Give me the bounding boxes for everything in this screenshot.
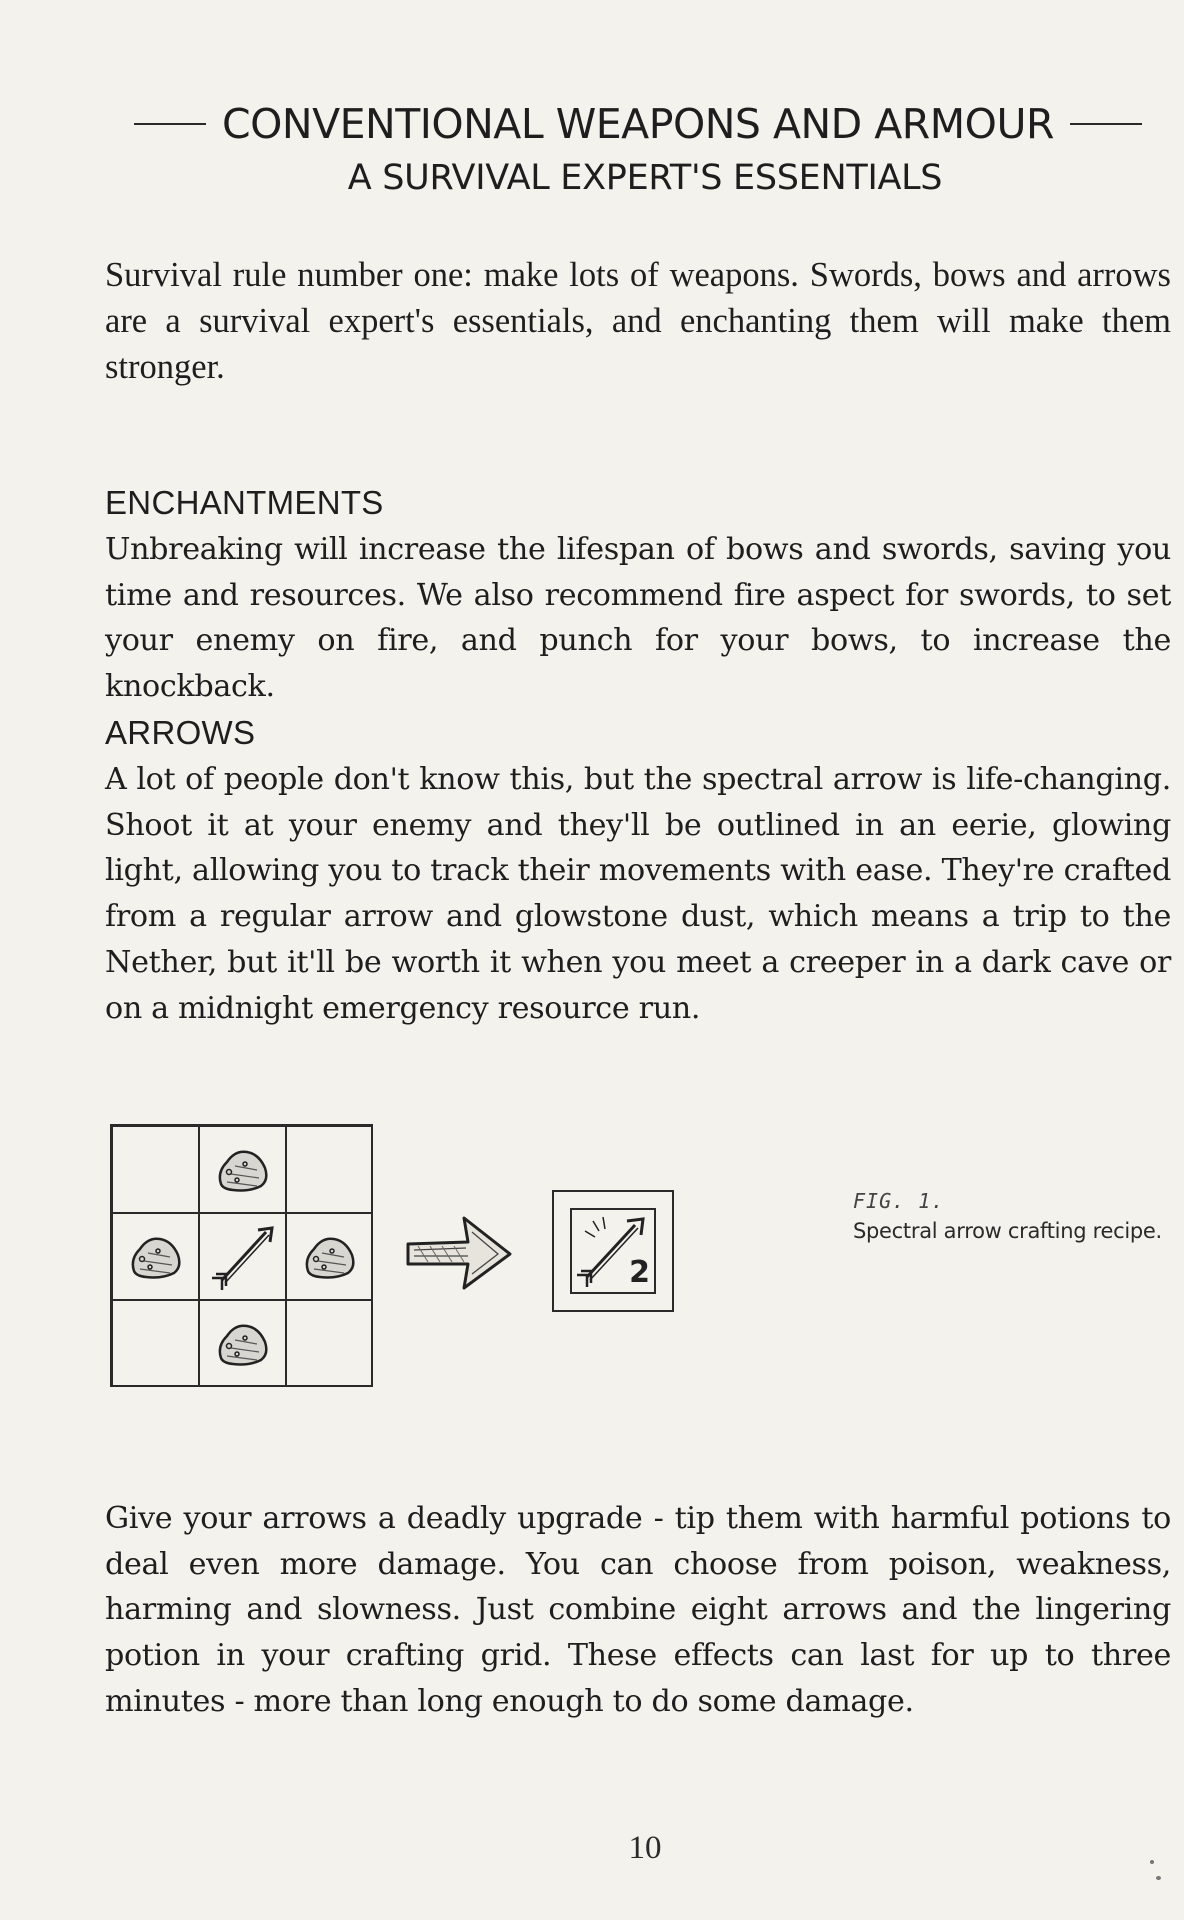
grid-cell-left — [112, 1213, 199, 1300]
grid-cell-empty — [112, 1126, 199, 1213]
paper-speck — [1150, 1860, 1154, 1864]
header-rule-right — [1070, 123, 1142, 125]
grid-cell-center — [199, 1213, 286, 1300]
grid-cell-top — [199, 1126, 286, 1213]
glowstone-dust-icon — [126, 1229, 186, 1285]
page-number: 10 — [628, 1830, 662, 1866]
enchantments-text: Unbreaking will increase the lifespan of bows and swords, saving you time and resources. We also recommend fire aspect for swords, to set your enemy on fire, and punch for your bows, to increase the knockback. — [105, 532, 1171, 705]
grid-cell-empty — [286, 1126, 373, 1213]
grid-cell-bottom — [199, 1300, 286, 1387]
section-title-arrows: ARROWS — [105, 714, 256, 751]
intro-paragraph: Survival rule number one: make lots of weapons. Swords, bows and arrows are a survival expert's essentials, and enchanting them will make them stronger. — [105, 256, 1171, 386]
glowstone-dust-icon — [213, 1316, 273, 1372]
figure-caption: Spectral arrow crafting recipe. — [853, 1219, 1162, 1243]
crafting-result-inner — [570, 1208, 656, 1294]
section-title-enchantments: ENCHANTMENTS — [105, 484, 384, 521]
enchantments-paragraph — [105, 527, 1171, 710]
arrows-paragraph — [105, 757, 1171, 1031]
arrow-icon — [206, 1220, 280, 1294]
result-count: 2 — [629, 1255, 650, 1290]
crafting-grid — [110, 1124, 373, 1387]
grid-cell-empty — [286, 1300, 373, 1387]
grid-cell-right — [286, 1213, 373, 1300]
paper-speck — [1156, 1876, 1161, 1880]
crafting-arrow-icon — [406, 1212, 514, 1292]
page-subtitle: A SURVIVAL EXPERT'S ESSENTIALS — [347, 158, 943, 198]
page-title: CONVENTIONAL WEAPONS AND ARMOUR — [222, 100, 1054, 148]
header — [105, 100, 1171, 148]
potions-paragraph — [105, 1496, 1171, 1725]
crafting-result-slot — [552, 1190, 674, 1312]
grid-cell-empty — [112, 1300, 199, 1387]
arrows-text: A lot of people don't know this, but the spectral arrow is life-changing. Shoot it at your enemy and they'll be outlined in an eerie, glowing light, allowing you to track their movements with ease. They're crafted from a regular arrow and glowstone dust, which means a trip to the Nether, but it'll be worth it when you meet a creeper in a dark cave or on a midnight emergency resource run. — [105, 762, 1171, 1026]
figure-label: FIG. 1. — [853, 1189, 945, 1213]
header-rule-left — [134, 123, 206, 125]
glowstone-dust-icon — [213, 1142, 273, 1198]
glowstone-dust-icon — [300, 1229, 360, 1285]
potions-text: Give your arrows a deadly upgrade - tip them with harmful potions to deal even more damage. You can choose from poison, weakness, harming and slowness. Just combine eight arrows and the lingering potion in your crafting grid. These effects can last for up to three minutes - more than long enough to do some damage. — [105, 1501, 1171, 1719]
